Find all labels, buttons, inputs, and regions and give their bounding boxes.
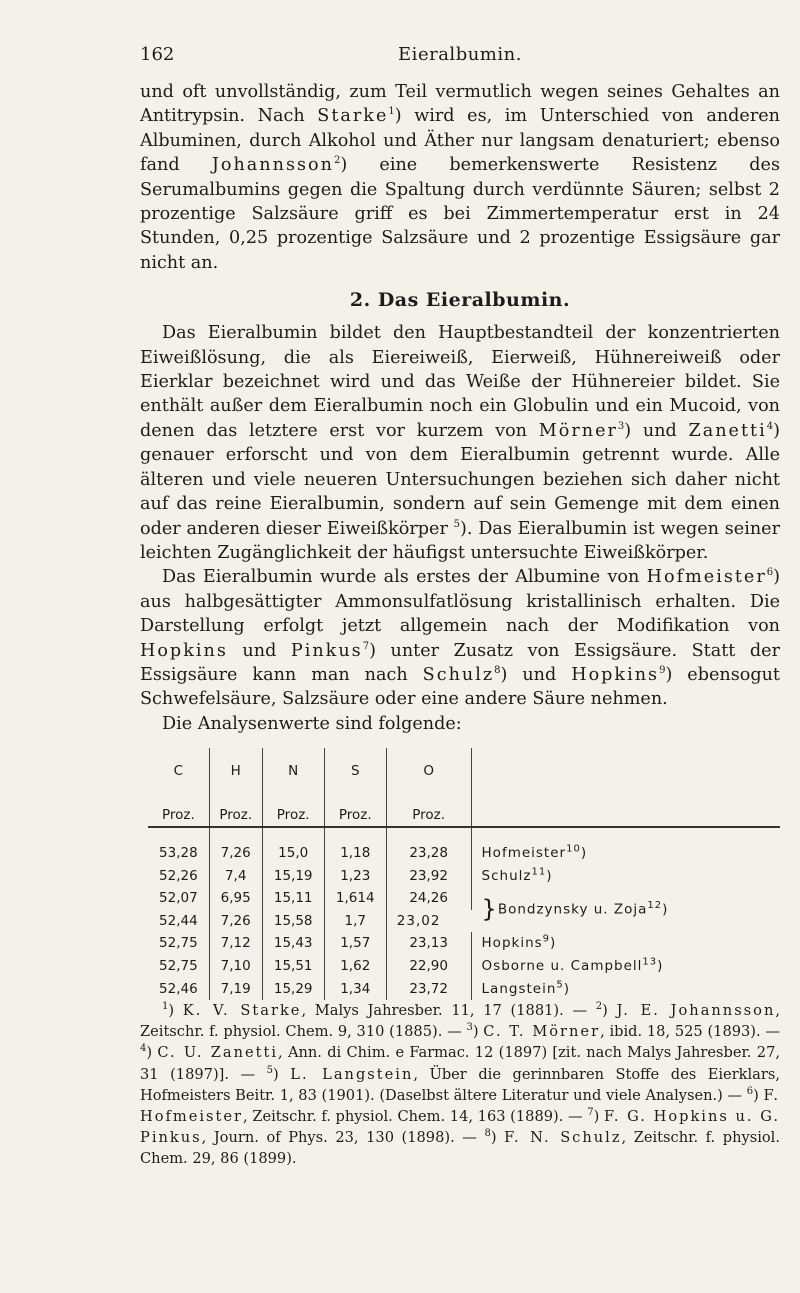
author-name: Hopkins xyxy=(140,640,228,661)
source-cell: Hopkins$^9$) xyxy=(481,933,557,952)
paragraph: Das Eieralbumin wurde als erstes der Albumine von Hofmeister$^6$) aus halbgesättigter Ammonsulfatlösung kristallinisch erhalten. Die Darstellung erfolgt jetzt allgemein nach der Modifikation von Hopkins und Pinkus$^7$) unter Zusatz von Essigsäure. Statt der Essigsäure kann man nach Schulz$^8$) und Hopkins$^9$) ebensogut Schwefelsäure, Salzsäure oder eine andere Säure nehmen. xyxy=(140,567,781,710)
table-row: 53,28 7,26 15,0 1,18 23,28 Hofmeister$^{10}$) xyxy=(148,827,780,865)
author-name: Pinkus xyxy=(290,640,363,661)
analysis-table xyxy=(148,748,780,1000)
author-name: Johannsson xyxy=(211,155,334,176)
running-title: Eieralbumin. xyxy=(398,44,522,65)
col-header-source xyxy=(471,748,780,827)
author-name: Mörner xyxy=(538,420,618,441)
footnote-ref: 4 xyxy=(766,421,774,433)
table-row: 52,44 7,26 15,58 1,7 23,02 xyxy=(148,910,780,933)
footnote-ref: 3 xyxy=(617,421,625,433)
author-name: Starke xyxy=(317,106,389,127)
footnote-ref: 6 xyxy=(766,567,774,579)
footnote-ref: 2 xyxy=(333,155,341,167)
source-cell: Langstein$^5$) xyxy=(481,979,571,997)
footnote-ref: 9 xyxy=(659,665,666,677)
col-header-s: S Proz. xyxy=(324,748,386,827)
table-row: 52,46 7,19 15,29 1,34 23,72 Langstein$^5$) xyxy=(148,978,780,1001)
paragraph: Das Eieralbumin bildet den Hauptbestandteil der konzentrierten Eiweißlösung, die als Eiereiweiß, Eierweiß, Hühnereiweiß oder Eierklar bezeichnet wird und das Weiße der Hühnereier bildet. Sie enthält außer dem Eieralbumin noch ein Globulin und ein Mucoid, von denen das letztere erst vor kurzem von Mörner$^3$) und Zanetti$^4$) genauer erforscht und von dem Eieralbumin getrennt wurde. Alle älteren und viele neueren Untersuchungen beziehen sich daher nicht auf das reine Eieralbumin, sondern auf sein Gemenge mit dem einen oder anderen dieser Eiweißkörper $^5$). Das Eieralbumin ist wegen seiner leichten Zugänglichkeit der häufigst untersuchte Eiweißkörper. xyxy=(140,323,780,563)
page-header xyxy=(140,44,780,66)
source-cell: Hofmeister$^{10}$) xyxy=(481,843,588,861)
footnote-block: $^1$) K. V. Starke, Malys Jahresber. 11, 17 (1881). — $^2$) J. E. Johannsson, Zeitschr. f. physiol. Chem. 9, 310 (1885). — $^3$) C. T. Mörner, ibid. 18, 525 (1893). — $^4$) C. U. Zanetti, Ann. di Chim. e Farmac. 12 (1897) [zit. nach Malys Jahresber. 27, 31 (1897)]. — $^5$) L. Langstein, Über die gerinnbaren Stoffe des Eierklars, Hofmeisters Beitr. 1, 83 (1901). (Daselbst ältere Literatur und viele Analysen.) — $^6$) F. Hofmeister, Zeitschr. f. physiol. Chem. 14, 163 (1889). — $^7$) F. G. Hopkins u. G. Pinkus, Journ. of Phys. 23, 130 (1898). — $^8$) F. N. Schulz, Zeitschr. f. physiol. Chem. 29, 86 (1899). xyxy=(140,1001,781,1168)
col-header-n: N Proz. xyxy=(262,748,324,827)
section-heading: 2. Das Eieralbumin. xyxy=(349,289,571,312)
footnotes xyxy=(140,1000,780,1170)
source-cell: Osborne u. Campbell$^{13}$) xyxy=(481,956,664,974)
footnote-ref: 7 xyxy=(362,640,370,652)
author-name: Zanetti xyxy=(688,420,767,441)
table-row: 52,75 7,12 15,43 1,57 23,13 Hopkins$^9$) xyxy=(148,932,780,955)
paragraph: Die Analysenwerte sind folgende: xyxy=(162,713,462,734)
footnote-ref: 1 xyxy=(388,106,395,118)
table-row: 52,75 7,10 15,51 1,62 22,90 Osborne u. Campbell$^{13}$) xyxy=(148,955,780,978)
footnote-ref: 5 xyxy=(453,518,460,530)
source-cell-bracketed: }Bondzynsky u. Zoja$^{12}$) xyxy=(481,895,669,924)
page-number: 162 xyxy=(140,44,175,65)
paragraph-continued: und oft unvollständig, zum Teil vermutlich wegen seines Gehaltes an Antitrypsin. Nach Starke$^1$) wird es, im Unterschied von anderen Albuminen, durch Alkohol und Äther nur langsam denaturiert; ebenso fand Johannsson$^2$) eine bemerkenswerte Resistenz des Serumalbumins gegen die Spaltung durch verdünnte Säuren; selbst 2 prozentige Salzsäure griff es bei Zimmertemperatur erst in 24 Stunden, 0,25 prozentige Salzsäure und 2 prozentige Essigsäure gar nicht an. xyxy=(140,82,780,273)
col-header-c: C Proz. xyxy=(148,748,209,827)
source-cell: Schulz$^{11}$) xyxy=(481,866,553,884)
author-name: Hopkins xyxy=(571,664,660,685)
author-name: Hofmeister xyxy=(646,567,767,588)
author-name: Schulz xyxy=(422,664,495,685)
body-text xyxy=(140,80,780,736)
col-header-h: H Proz. xyxy=(209,748,262,827)
table-row: 52,07 6,95 15,11 1,614 24,26 }Bondzynsky u. Zoja$^{12}$) xyxy=(148,887,780,910)
col-header-o: O Proz. xyxy=(386,748,471,827)
table-row: 52,26 7,4 15,19 1,23 23,92 Schulz$^{11}$) xyxy=(148,865,780,888)
footnote-ref: 8 xyxy=(494,665,501,677)
table-header-row xyxy=(148,748,780,827)
